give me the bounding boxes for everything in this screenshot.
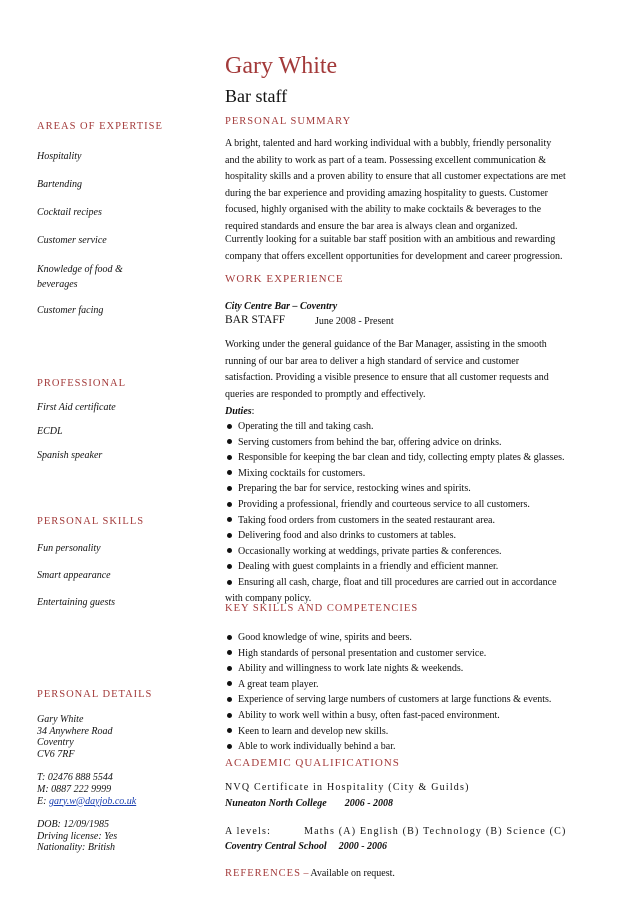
duty-text: Ensuring all cash, charge, float and till procedures are carried out in accordance	[238, 576, 557, 588]
bullet-icon	[227, 666, 232, 671]
bullet-icon	[227, 470, 232, 475]
job-title: BAR STAFF	[225, 314, 286, 326]
professional-item: Spanish speaker	[37, 450, 103, 461]
skill-item: Smart appearance	[37, 570, 111, 581]
duty-text: Mixing cocktails for customers.	[238, 467, 366, 479]
duty-text: Serving customers from behind the bar, offering advice on drinks.	[238, 436, 502, 448]
details-nationality: Nationality: British	[37, 842, 116, 854]
duties-list	[225, 419, 564, 606]
bullet-icon	[227, 728, 232, 733]
email-link[interactable]: gary.w@dayjob.co.uk	[48, 795, 137, 807]
duty-text: Responsible for keeping the bar clean and tidy, collecting empty plates & glasses.	[238, 452, 565, 464]
summary-paragraph-1	[225, 136, 615, 236]
duty-item	[225, 544, 564, 560]
details-address-line1: 34 Anywhere Road	[37, 725, 113, 737]
employer: City Centre Bar – Coventry	[225, 301, 338, 312]
work-experience-heading: WORK EXPERIENCE	[225, 273, 344, 285]
duties-label: Duties	[225, 406, 252, 417]
bullet-icon	[227, 455, 232, 460]
details-mobile: M: 0887 222 9999	[37, 783, 112, 795]
expertise-item: Customer facing	[37, 305, 104, 316]
school-name: Nuneaton North College	[225, 798, 327, 809]
references-heading: REFERENCES	[225, 868, 301, 879]
summary-line: hospitality skills and a proven ability to ensure that all customer expectations are met	[225, 171, 566, 183]
skill-item: Entertaining guests	[37, 597, 116, 608]
areas-of-expertise-heading: AREAS OF EXPERTISE	[37, 121, 163, 132]
job-role: Bar staff	[225, 86, 288, 106]
skill-bullet	[225, 630, 551, 646]
expertise-item: Hospitality	[37, 151, 82, 162]
duty-item	[225, 528, 564, 544]
qualification-a-levels	[225, 826, 567, 837]
duty-text: Occasionally working at weddings, private parties & conferences.	[238, 545, 502, 557]
school-dates: 2006 - 2008	[344, 798, 394, 809]
duty-text: with company policy.	[225, 592, 312, 604]
academic-qualifications-heading: ACADEMIC QUALIFICATIONS	[225, 757, 400, 769]
job-description-line: satisfaction. Providing a visible presence to ensure that all customer requests and	[225, 372, 549, 384]
duty-text: Dealing with guest complaints in a friendly and efficient manner.	[238, 561, 499, 573]
job-description-line: running of our bar area to deliver a high standard of service and customer	[225, 355, 520, 367]
details-name: Gary White	[37, 714, 84, 725]
bullet-icon	[227, 564, 232, 569]
bullet-icon	[227, 486, 232, 491]
bullet-icon	[227, 650, 232, 655]
summary-line: required standards and ensure the bar area is always clean and organized.	[225, 220, 518, 232]
skill-bullet-text: A great team player.	[238, 678, 319, 690]
duty-text: Taking food orders from customers in the seated restaurant area.	[238, 514, 495, 526]
bullet-icon	[227, 580, 232, 585]
skill-bullet-text: Ability to work well within a busy, often fast-paced environment.	[238, 709, 500, 721]
bullet-icon	[227, 424, 232, 429]
duty-item	[225, 497, 564, 513]
expertise-item: Cocktail recipes	[37, 207, 102, 218]
school-name: Coventry Central School	[225, 841, 327, 852]
bullet-icon	[227, 548, 232, 553]
duty-item	[225, 575, 564, 591]
summary-line: company that offers excellent opportunities for development and career progression.	[225, 250, 563, 262]
expertise-item: Customer service	[37, 235, 107, 246]
details-telephone: T: 02476 888 5544	[37, 772, 113, 784]
duty-item	[225, 513, 564, 529]
key-skills-heading: KEY SKILLS AND COMPETENCIES	[225, 603, 419, 614]
duty-text: Providing a professional, friendly and courteous service to all customers.	[238, 498, 530, 510]
summary-paragraph-2	[225, 232, 615, 265]
skill-bullet	[225, 708, 551, 724]
skill-bullet	[225, 724, 551, 740]
personal-details-heading: PERSONAL DETAILS	[37, 689, 153, 700]
bullet-icon	[227, 502, 232, 507]
skill-bullet	[225, 692, 551, 708]
professional-heading: PROFESSIONAL	[37, 378, 127, 389]
references-row	[225, 868, 395, 879]
bullet-icon	[227, 681, 232, 686]
professional-item: ECDL	[37, 426, 63, 437]
summary-line: A bright, talented and hard working individual with a bubbly, friendly personality	[225, 138, 552, 149]
details-postcode: CV6 7RF	[37, 748, 75, 760]
details-email-row	[37, 796, 136, 808]
duty-item	[225, 435, 564, 451]
qualification-a-levels-school	[225, 841, 387, 852]
duty-text: Preparing the bar for service, restocking wines and spirits.	[238, 483, 471, 495]
personal-details	[37, 714, 136, 854]
references-text: Available on request.	[310, 868, 395, 879]
duties-heading	[225, 406, 254, 417]
skill-bullet-text: Able to work individually behind a bar.	[238, 741, 396, 753]
duty-item	[225, 481, 564, 497]
skill-bullet	[225, 661, 551, 677]
details-email-prefix: E:	[37, 795, 49, 807]
bullet-icon	[227, 744, 232, 749]
duty-text: Delivering food and also drinks to customers at tables.	[238, 530, 457, 542]
personal-skills-heading: PERSONAL SKILLS	[37, 516, 145, 527]
skill-bullet	[225, 646, 551, 662]
skill-bullet-text: Experience of serving large numbers of customers at large functions & events.	[238, 694, 552, 706]
duty-item	[225, 419, 564, 435]
bullet-icon	[227, 439, 232, 444]
expertise-item: Knowledge of food & beverages	[37, 264, 123, 290]
job-description-line: queries are responded to promptly and effectively.	[225, 388, 426, 400]
job-description	[225, 337, 615, 403]
summary-line: during the bar experience and providing amazing hospitality to guests. Customer	[225, 187, 548, 199]
duty-item	[225, 466, 564, 482]
duty-item	[225, 559, 564, 575]
skill-item: Fun personality	[37, 543, 101, 554]
details-dob: DOB: 12/09/1985	[37, 819, 109, 831]
skill-bullet-text: Ability and willingness to work late nights & weekends.	[238, 663, 464, 675]
references-dash: –	[300, 868, 311, 879]
skill-bullet	[225, 677, 551, 693]
bullet-icon	[227, 533, 232, 538]
bullet-icon	[227, 635, 232, 640]
a-levels-subjects: Maths (A) English (B) Technology (B) Science (C)	[304, 826, 567, 837]
professional-item: First Aid certificate	[37, 402, 116, 413]
job-description-line: Working under the general guidance of the Bar Manager, assisting in the smooth	[225, 339, 547, 350]
key-skills-list	[225, 630, 551, 755]
personal-summary-heading: PERSONAL SUMMARY	[225, 116, 352, 127]
school-dates: 2000 - 2006	[338, 841, 388, 852]
skill-bullet-text: High standards of personal presentation and customer service.	[238, 647, 487, 659]
bullet-icon	[227, 517, 232, 522]
skill-bullet	[225, 739, 551, 755]
bullet-icon	[227, 697, 232, 702]
duty-item	[225, 450, 564, 466]
duty-text: Operating the till and taking cash.	[238, 421, 374, 432]
details-address-line2: Coventry	[37, 737, 74, 749]
skill-bullet-text: Good knowledge of wine, spirits and beers.	[238, 632, 412, 643]
a-levels-label: A levels:	[225, 826, 272, 837]
candidate-name: Gary White	[225, 53, 338, 79]
expertise-item: Bartending	[37, 179, 82, 190]
details-driving-license: Driving license: Yes	[37, 830, 118, 842]
qualification-nvq: NVQ Certificate in Hospitality (City & Guilds)	[225, 782, 470, 793]
summary-line: focused, highly organised with the ability to make cocktails & beverages to the	[225, 204, 542, 216]
duties-colon: :	[251, 406, 255, 417]
qualification-nvq-school	[225, 798, 393, 809]
skill-bullet-text: Keen to learn and develop new skills.	[238, 725, 389, 737]
job-dates: June 2008 - Present	[315, 316, 394, 327]
summary-line: Currently looking for a suitable bar staff position with an ambitious and rewarding	[225, 234, 556, 245]
summary-line: and the ability to work as part of a team. Possessing excellent communication &	[225, 154, 547, 166]
bullet-icon	[227, 713, 232, 718]
